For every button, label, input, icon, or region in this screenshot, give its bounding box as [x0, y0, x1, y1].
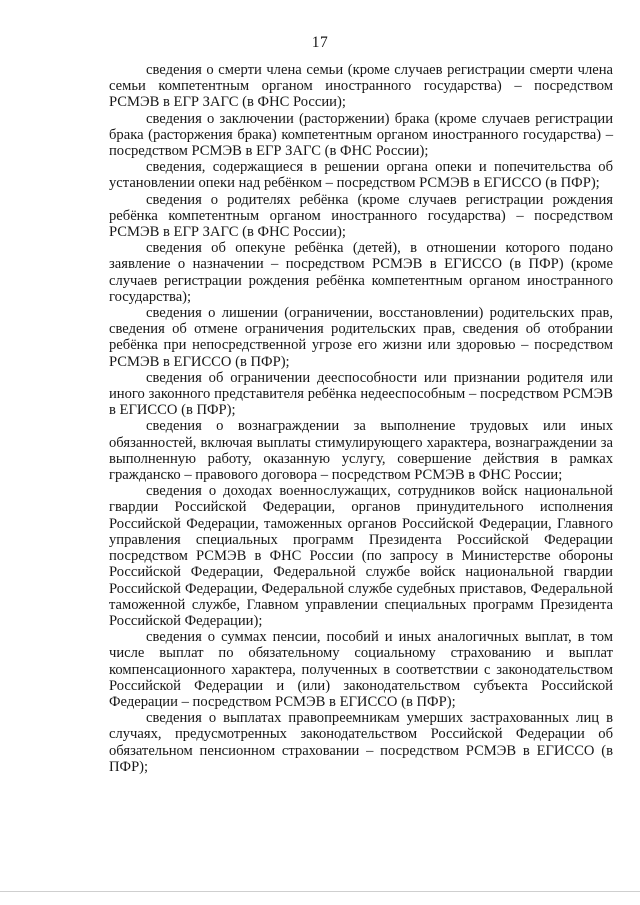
paragraph-military-income: сведения о доходах военнослужащих, сотрудников войск национальной гвардии Российской Федерации, органов принудительного исполнения Российской Федерации, таможенных органов Российской Федерации, Главного управления специальных программ Президента Российской Федерации посредством РСМЭВ в ФНС России (по запросу в Министерстве обороны Российской Федерации, Федеральной службе войск национальной гвардии Российской Федерации, Федеральной службе судебных приставов, Федеральной таможенной службе, Главном управлении специальных программ Президента Российской Федерации); [109, 483, 613, 629]
page-number: 17 [311, 34, 329, 51]
paragraph-marriage-divorce: сведения о заключении (расторжении) брака (кроме случаев регистрации брака (расторжения брака) компетентным органом иностранного государства) – посредством РСМЭВ в ЕГР ЗАГС (в ФНС России); [109, 110, 613, 160]
document-body [109, 62, 613, 775]
page-bottom-divider [0, 891, 640, 892]
paragraph-successor-payments: сведения о выплатах правопреемникам умерших застрахованных лиц в случаях, предусмотренных законодательством Российской Федерации об обязательном пенсионном страховании – посредством РСМЭВ в ЕГИССО (в ПФР); [109, 710, 613, 775]
paragraph-legal-capacity: сведения об ограничении дееспособности или признании родителя или иного законного представителя ребёнка недееспособным – посредством РСМЭВ в ЕГИССО (в ПФР); [109, 369, 613, 419]
paragraph-pensions-benefits: сведения о суммах пенсии, пособий и иных аналогичных выплат, в том числе выплат по обязательному социальному страхованию и выплат компенсационного характера, полученных в соответствии с законодательством Российской Федерации и (или) законодательством субъекта Российской Федерации – посредством РСМЭВ в ЕГИССО (в ПФР); [109, 629, 613, 710]
paragraph-guardianship-decision: сведения, содержащиеся в решении органа опеки и попечительства об установлении опеки над ребёнком – посредством РСМЭВ в ЕГИССО (в ПФР); [109, 159, 613, 192]
paragraph-child-guardian: сведения об опекуне ребёнка (детей), в отношении которого подано заявление о назначении – посредством РСМЭВ в ЕГИССО (в ПФР) (кроме случаев регистрации рождения ребёнка компетентным органом иностранного государства); [109, 240, 613, 305]
paragraph-parental-rights: сведения о лишении (ограничении, восстановлении) родительских прав, сведения об отмене ограничения родительских прав, сведения об отобрании ребёнка при непосредственной угрозе его жизни или здоровью – посредством РСМЭВ в ЕГИССО (в ПФР); [109, 305, 613, 370]
paragraph-child-parents: сведения о родителях ребёнка (кроме случаев регистрации рождения ребёнка компетентным органом иностранного государства) – посредством РСМЭВ в ЕГР ЗАГС (в ФНС России); [109, 191, 613, 241]
paragraph-employment-remuneration: сведения о вознаграждении за выполнение трудовых или иных обязанностей, включая выплаты стимулирующего характера, вознаграждении за выполненную работу, оказанную услугу, совершение действия в рамках гражданско – правового договора – посредством РСМЭВ в ФНС России; [109, 418, 613, 484]
paragraph-death-of-family-member: сведения о смерти члена семьи (кроме случаев регистрации смерти члена семьи компетентным органом иностранного государства) – посредством РСМЭВ в ЕГР ЗАГС (в ФНС России); [109, 62, 613, 111]
